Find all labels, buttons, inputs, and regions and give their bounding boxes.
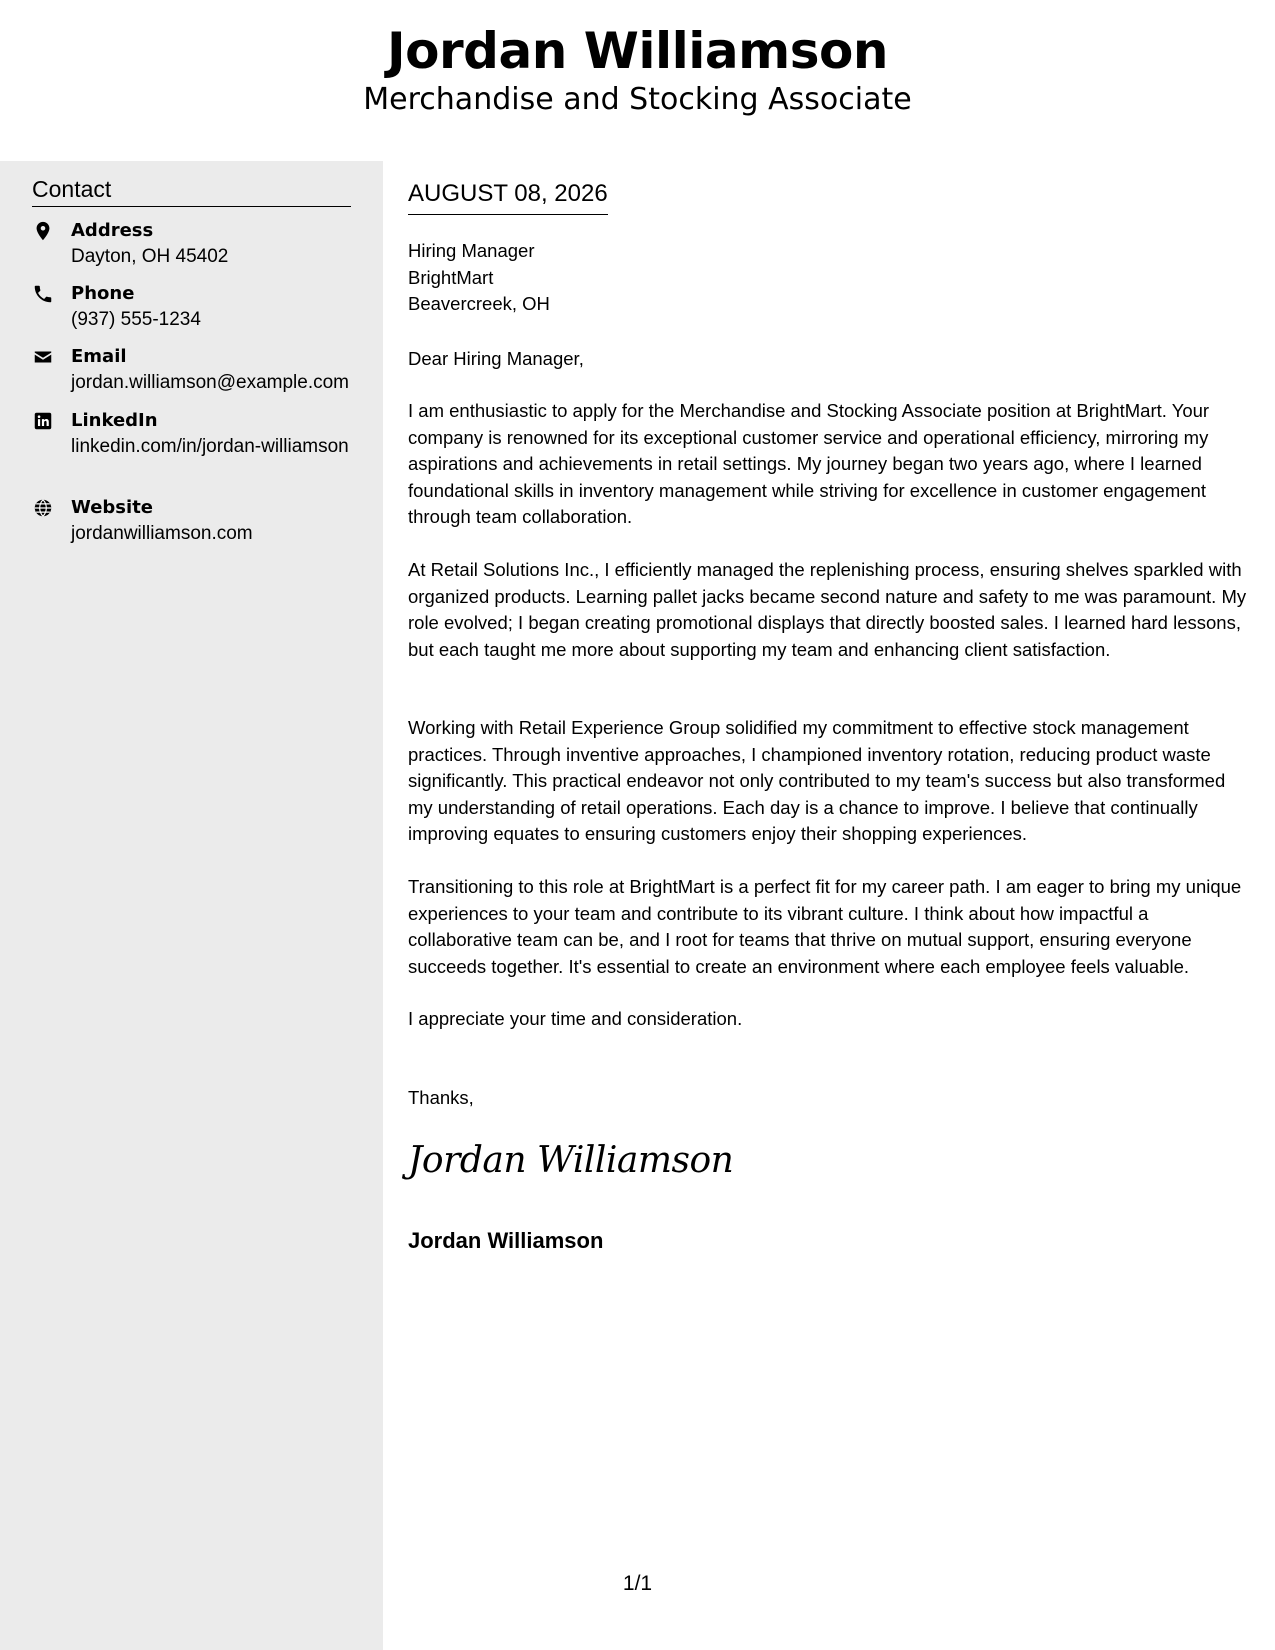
salutation: Dear Hiring Manager, xyxy=(408,348,584,369)
phone-icon xyxy=(32,283,56,307)
recipient-location: Beavercreek, OH xyxy=(408,293,550,314)
website-label: Website xyxy=(71,497,154,518)
map-pin-icon xyxy=(32,220,56,244)
phone-label: Phone xyxy=(71,283,135,304)
address-value: Dayton, OH 45402 xyxy=(71,246,229,267)
email-value: jordan.williamson@example.com xyxy=(71,372,350,393)
paragraph-4: Transitioning to this role at BrightMart is a perfect fit for my career path. I am eager to bring my unique experiences to your team and contribute to its vibrant culture. I think about how impactful a collaborative team can be, and I root for teams that thrive on mutual support, ensuring everyone succeeds together. It's essential to create an environment where each employee feels valuable. xyxy=(408,876,1242,977)
contact-heading: Contact xyxy=(32,176,351,207)
globe-icon xyxy=(32,497,56,521)
paragraph-2: At Retail Solutions Inc., I efficiently managed the replenishing process, ensuring shelves sparkled with organized products. Learning pallet jacks became second nature and safety to me was paramount. My role evolved; I began creating promotional displays that directly boosted sales. I learned hard lessons, but each taught me more about supporting my team and enhancing client satisfaction. xyxy=(408,559,1247,660)
linkedin-label: LinkedIn xyxy=(71,410,158,431)
paragraph-5: I appreciate your time and consideration. xyxy=(408,1008,743,1029)
paragraph-1: I am enthusiastic to apply for the Merchandise and Stocking Associate position at BrightMart. Your company is renowned for its exceptional customer service and operational efficiency, mirroring my aspirations and achievements in retail settings. My journey began two years ago, where I learned foundational skills in inventory management while striving for excellence in customer engagement through team collaboration. xyxy=(408,400,1210,527)
closing: Thanks, xyxy=(408,1087,474,1108)
candidate-role: Merchandise and Stocking Associate xyxy=(363,82,912,117)
address-label: Address xyxy=(71,220,154,241)
header xyxy=(0,0,1275,160)
letter-date: AUGUST 08, 2026 xyxy=(408,180,608,215)
page-number: 1/1 xyxy=(622,1572,653,1595)
handwritten-signature: Jordan Williamson xyxy=(408,1140,734,1181)
candidate-name: Jordan Williamson xyxy=(387,22,888,80)
envelope-icon xyxy=(32,346,56,370)
phone-value: (937) 555-1234 xyxy=(71,309,201,330)
website-value: jordanwilliamson.com xyxy=(71,523,253,544)
recipient-title: Hiring Manager xyxy=(408,240,535,261)
recipient-company: BrightMart xyxy=(408,266,494,288)
linkedin-icon xyxy=(32,410,56,434)
signer-name: Jordan Williamson xyxy=(408,1228,604,1253)
recipient-block xyxy=(408,238,550,318)
email-label: Email xyxy=(71,346,127,367)
linkedin-value: linkedin.com/in/jordan-williamson xyxy=(71,436,349,457)
paragraph-3: Working with Retail Experience Group solidified my commitment to effective stock management practices. Through inventive approaches, I championed inventory rotation, reducing product waste significantly. This practical endeavor not only contributed to my team's success but also transformed my understanding of retail operations. Each day is a chance to improve. I believe that continually improving equates to ensuring customers enjoy their shopping experiences. xyxy=(408,717,1226,844)
